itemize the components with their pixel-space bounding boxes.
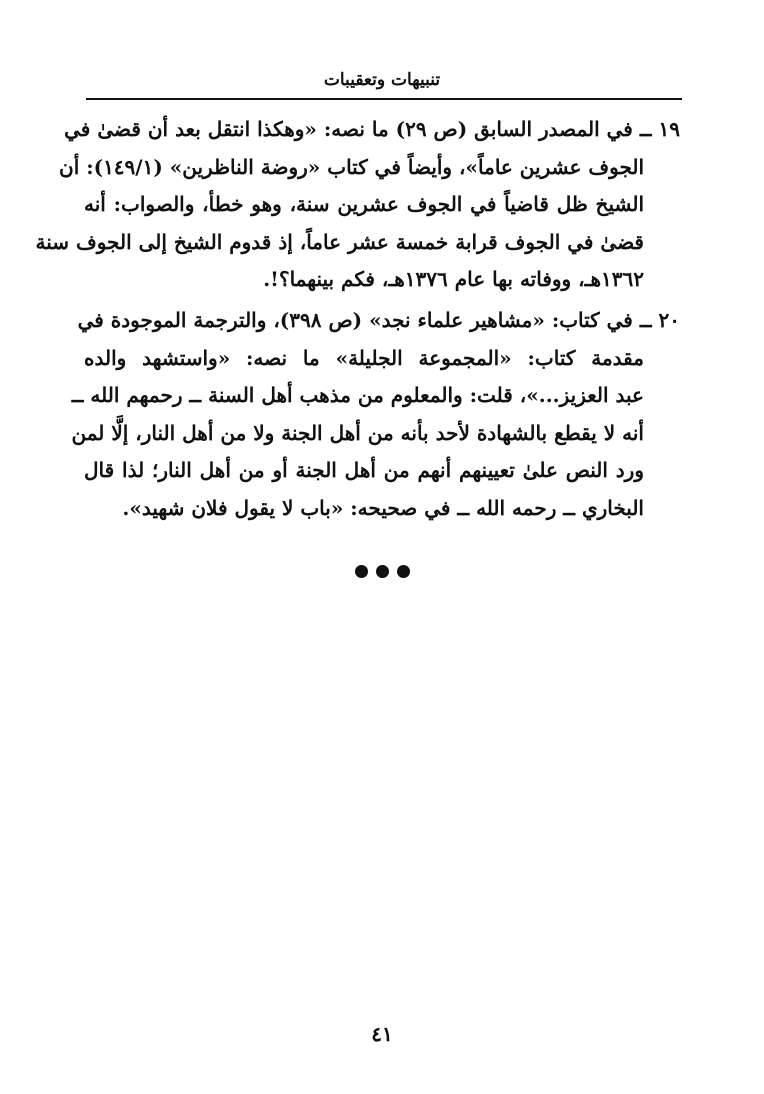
entry-line: قضىٰ في الجوف قرابة خمسة عشر عاماً، إذ قدوم الشيخ إلى الجوف سنة [35, 229, 644, 254]
dot-icon [397, 565, 410, 578]
entry-line: مقدمة كتاب: «المجموعة الجليلة» ما نصه: «واستشهد والده [84, 345, 644, 370]
entry-line: ١٩ ــ في المصدر السابق (ص ٢٩) ما نصه: «وهكذا انتقل بعد أن قضىٰ في [64, 117, 680, 141]
dot-icon [376, 565, 389, 578]
dot-icon [355, 565, 368, 578]
entry-line: أنه لا يقطع بالشهادة لأحد بأنه من أهل الجنة ولا من أهل النار، إلَّا لمن [71, 420, 644, 445]
entry-line: ٢٠ ــ في كتاب: «مشاهير علماء نجد» (ص ٣٩٨)، والترجمة الموجودة في [77, 308, 680, 332]
entry-line: الجوف عشرين عاماً»، وأيضاً في كتاب «روضة الناظرين» (١٤٩/١): أن [59, 154, 644, 179]
entry-line: ١٣٦٢هـ، ووفاته بها عام ١٣٧٦هـ، فكم بينهما؟!. [263, 267, 644, 291]
note-entry-19 [35, 111, 680, 299]
note-entry-20 [71, 302, 680, 527]
header-rule [86, 98, 682, 100]
page-number: ٤١ [371, 1022, 393, 1046]
entry-line: ورد النص علىٰ تعيينهم أنهم من أهل الجنة أو من أهل النار؛ لذا قال [84, 458, 644, 482]
entry-line: البخاري ــ رحمه الله ــ في صحيحه: «باب لا يقول فلان شهيد». [122, 495, 644, 520]
entry-line: الشيخ ظل قاضياً في الجوف عشرين سنة، وهو خطأ، والصواب: أنه [84, 192, 644, 216]
running-header: تنبيهات وتعقيبات [323, 70, 441, 90]
entry-line: عبد العزيز...»، قلت: والمعلوم من مذهب أهل السنة ــ رحمهم الله ــ [71, 383, 644, 407]
three-dots-ornament-icon [0, 565, 764, 578]
